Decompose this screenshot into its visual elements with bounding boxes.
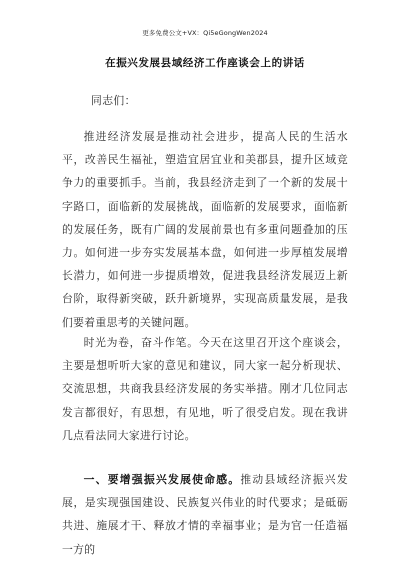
- header-note: 更多免费公文+VX：Qi5eGongWen2024: [142, 29, 268, 37]
- paragraph-1: 推进经济发展是推动社会进步，提高人民的生活水平，改善民生福祉，塑造宜居宜业和美郡县，提升区域竞争力的重要抓手。当前，我县经济走到了一个新的发展十字路口，面临新的发展挑战，面临新的发展要求，面临新的发展任务，既有广阔的发展前景也有多重问题叠加的压力。如何进一步夯实发展基本盘，如何进一步厚植发展增长潜力，如何进一步提质增效，促进我县经济发展迈上新台阶，取得新突破，跃升新境界，实现高质量发展，是我们要着重思考的关键问题。: [62, 130, 348, 329]
- salutation: 同志们：: [91, 94, 136, 107]
- paragraph-3: [62, 468, 348, 561]
- document-title: 在振兴发展县域经济工作座谈会上的讲话: [105, 57, 305, 69]
- section-heading-1: 一、要增强振兴发展使命感。: [83, 473, 241, 486]
- paragraph-3-text: 推动县域经济振兴发展，是实现强国建设、民族复兴伟业的时代要求；是砥砺共进、施展才干、释放才情的幸福事业；是为官一任造福一方的: [62, 473, 348, 556]
- paragraph-2: 时光为卷，奋斗作笔。今天在这里召开这个座谈会，主要是想听听大家的意见和建议，同大家一起分析现状、交流思想，共商我县经济发展的务实举措。刚才几位同志发言都很好，有思想，有见地，听了很受启发。现在我讲几点看法同大家进行讨论。: [62, 336, 348, 442]
